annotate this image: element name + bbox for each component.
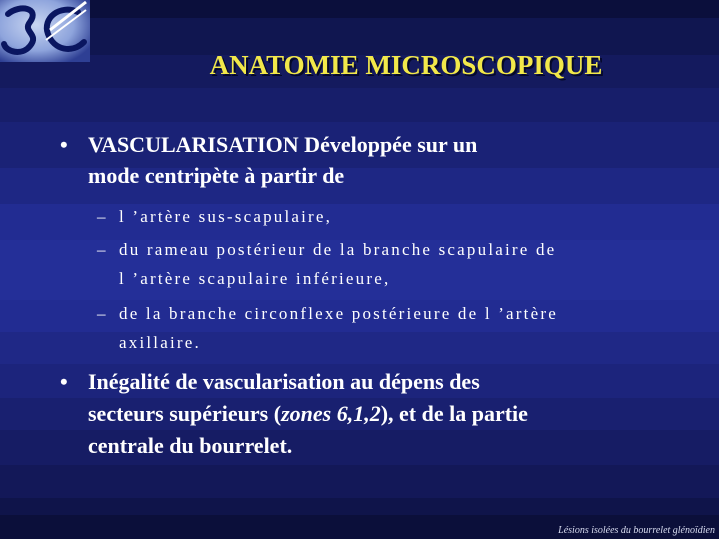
subitem-line: de la branche circonflexe postérieure de l ’artère (119, 304, 558, 323)
bullet-line (88, 398, 528, 429)
subitem-line: du rameau postérieur de la branche scapulaire de (119, 240, 557, 259)
bullet-line: mode centripète à partir de (88, 163, 345, 188)
bullet-line: centrale du bourrelet. (88, 433, 293, 458)
zones-text: zones 6,1,2 (281, 401, 381, 426)
bullet-line: Inégalité de vascularisation au dépens des (88, 369, 480, 394)
dash-marker: – (97, 240, 108, 259)
slide-title: ANATOMIE MICROSCOPIQUE (209, 50, 603, 80)
subitem-line: l ’artère sus-scapulaire, (119, 207, 333, 226)
bullet-line: VASCULARISATION Développée sur un (88, 132, 478, 157)
footer-caption: Lésions isolées du bourrelet glénoïdien (558, 525, 715, 536)
subitem-line: l ’artère scapulaire inférieure, (119, 269, 391, 288)
bullet-dot: • (60, 132, 68, 157)
text-span: secteurs supérieurs ( (88, 401, 282, 426)
bullet-dot: • (60, 369, 68, 394)
text-span: ), et de la partie (380, 401, 528, 426)
subitem-line: axillaire. (119, 333, 201, 352)
dash-marker: – (97, 304, 108, 323)
dash-marker: – (97, 207, 108, 226)
